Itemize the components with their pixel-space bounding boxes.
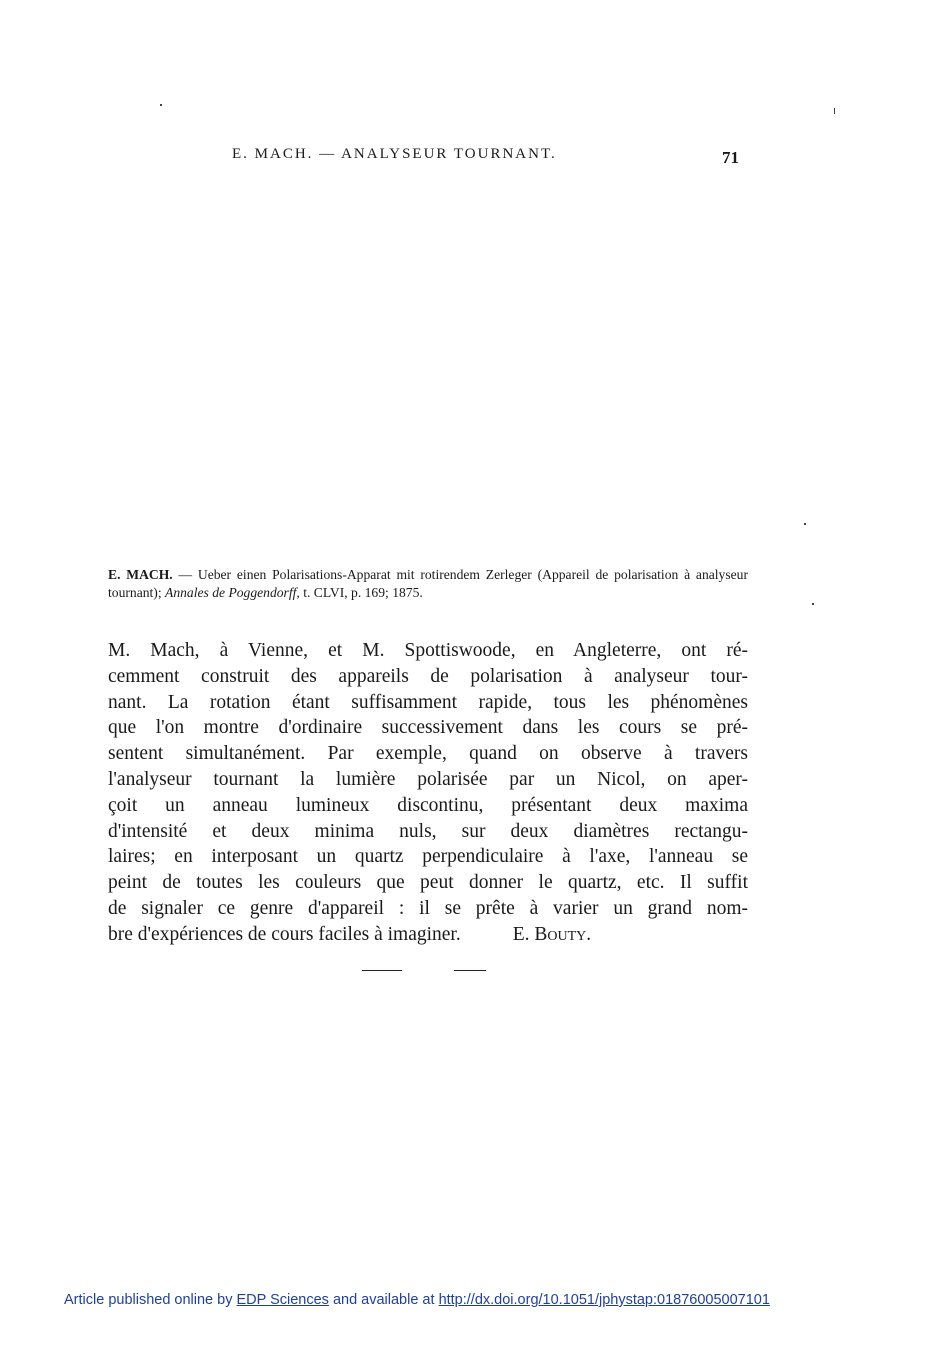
footer-prefix: Article published online by	[64, 1292, 237, 1308]
separator-rule	[362, 970, 402, 971]
body-line: nant. La rotation étant suffisamment rapide, tous les phénomènes	[108, 691, 748, 713]
body-line: M. Mach, à Vienne, et M. Spottiswoode, en Angleterre, ont ré-	[108, 640, 748, 661]
reference-author: E. MACH.	[108, 567, 173, 582]
page-number: 71	[722, 148, 739, 167]
body-line: çoit un anneau lumineux discontinu, présentant deux maxima	[108, 794, 748, 816]
body-line: que l'on montre d'ordinaire successivement dans les cours se pré-	[108, 717, 748, 739]
separator-rule	[454, 970, 486, 971]
body-last-line	[108, 922, 748, 948]
doi-link[interactable]: http://dx.doi.org/10.1051/jphystap:01876005007101	[438, 1292, 770, 1308]
footer-middle: and available at	[328, 1292, 439, 1308]
bibliographic-reference	[108, 566, 748, 602]
speck	[812, 603, 814, 605]
reference-details: , t. CLVI, p. 169; 1875.	[296, 585, 423, 600]
reference-journal: Annales de Poggendorff	[165, 585, 297, 600]
body-line: peint de toutes les couleurs que peut donner le quartz, etc. Il suffit	[108, 872, 748, 894]
author-signature: E. Bouty.	[512, 923, 592, 945]
body-line: bre d'expériences de cours faciles à imaginer.	[108, 923, 461, 945]
publisher-link[interactable]: EDP Sciences	[236, 1292, 329, 1308]
speck	[160, 104, 162, 106]
speck	[834, 108, 835, 114]
body-line: l'analyseur tournant la lumière polarisée par un Nicol, on aper-	[108, 768, 748, 790]
reference-title: — Ueber einen Polarisations-Apparat mit rotirendem Zerleger (Appareil de polarisation à analyseur tournant);	[108, 567, 748, 600]
body-line: de signaler ce genre d'appareil : il se prête à varier un grand nom-	[108, 897, 748, 919]
speck	[804, 523, 806, 525]
body-line: d'intensité et deux minima nuls, sur deux diamètres rectangu-	[108, 820, 748, 842]
body-line: cemment construit des appareils de polarisation à analyseur tour-	[108, 665, 748, 687]
body-line: laires; en interposant un quartz perpendiculaire à l'axe, l'anneau se	[108, 846, 748, 868]
publication-footer	[64, 1292, 770, 1308]
body-line: sentent simultanément. Par exemple, quand on observe à travers	[108, 743, 748, 765]
running-header: E. MACH. — ANALYSEUR TOURNANT.	[232, 146, 557, 162]
article-body	[108, 638, 748, 948]
